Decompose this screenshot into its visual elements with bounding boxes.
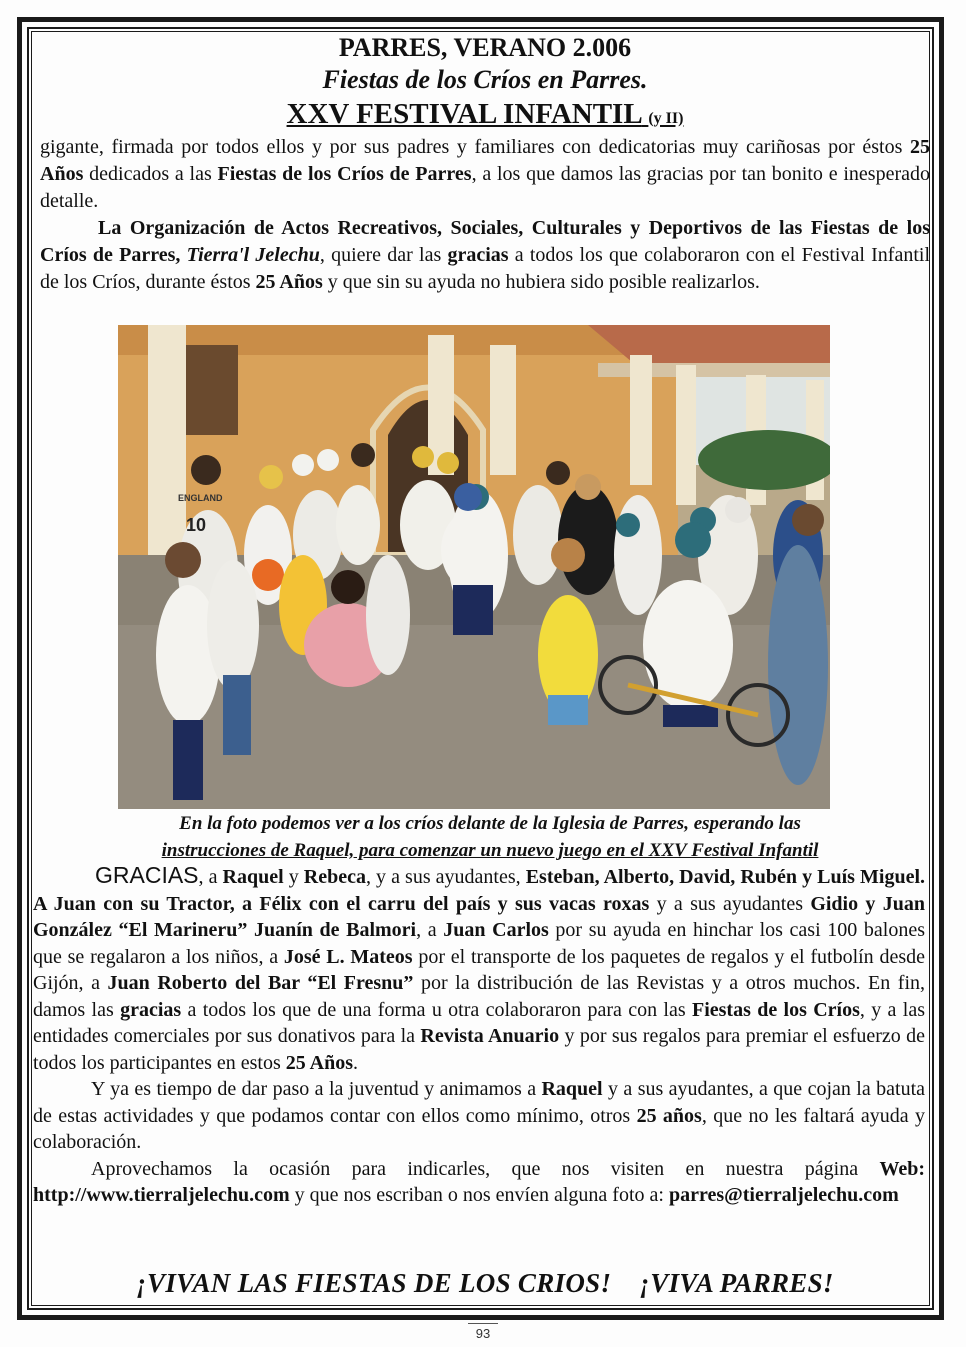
footer-slogan-2: ¡VIVA PARRES! [639, 1268, 834, 1298]
event-photo-image [118, 325, 830, 809]
intro-p2-g: y que sin su ayuda no hubiera sido posible realizarlos. [322, 271, 760, 293]
juventud-paragraph [33, 1076, 925, 1156]
caption-line-1: En la foto podemos ver a los críos delante de la Iglesia de Parres, esperando las [179, 813, 801, 834]
thanks-t6: por su ayuda en hinchar los casi 100 balones que se regalaron a los niños, a [33, 919, 925, 968]
intro-p2-e: a todos los que colaboraron con el Festival Infantil de los Críos, durante éstos [40, 244, 930, 293]
header-festival [40, 97, 930, 136]
header-title: PARRES, VERANO 2.006 [338, 33, 632, 62]
gracias-heading: GRACIAS [95, 862, 199, 888]
intro-p1-c: dedicados a las [83, 163, 218, 185]
para2-b: y a sus ayudantes, a que cojan la batuta de estas actividades y que podamos contar con ellos como mínimo, otros [33, 1078, 926, 1127]
thanks-t4: y a sus ayudantes [649, 892, 811, 915]
thanks-t12: . [352, 1051, 358, 1074]
intro-paragraph-1 [40, 134, 930, 215]
thanks-raquel: Raquel [222, 866, 284, 888]
page-number-text: 93 [468, 1323, 498, 1341]
para2-n: 25 años [636, 1104, 702, 1127]
thanks-paragraph [33, 862, 925, 1076]
header-subtitle: Fiestas de los Críos en Parres. [322, 65, 648, 94]
thanks-juan-roberto: Juan Roberto del Bar “El Fresnu” [107, 972, 414, 994]
intro-p1-e: , a los que damos las gracias por tan bonito e inesperado detalle. [40, 163, 930, 212]
thanks-helpers: Esteban, Alberto, David, Rubén y Luís Miguel. A Juan con su Tractor, a Félix con el carru del país y sus vacas roxas [33, 866, 925, 915]
thanks-fiestas: Fiestas de los Críos [691, 998, 860, 1021]
web-label: Web: [879, 1157, 925, 1180]
thanks-t10: , y a las entidades comerciales por sus donativos para la [33, 998, 925, 1047]
header-festival-part: (y II) [648, 110, 684, 127]
photo-caption [60, 810, 920, 864]
thanks-t11: y por sus regalos para premiar el esfuerzo de todos los participantes en estos [33, 1025, 925, 1074]
thanks-text [33, 862, 925, 1209]
thanks-t1: , a [198, 866, 223, 888]
thanks-rebeca: Rebeca [303, 866, 366, 888]
thanks-t3: , y a sus ayudantes, [365, 866, 526, 888]
page-number [0, 1326, 966, 1341]
intro-text [40, 134, 930, 296]
thanks-anos: 25 Años [285, 1051, 353, 1074]
para2-raquel: Raquel [541, 1078, 603, 1100]
thanks-t9: a todos los que de una forma u otra colaboraron para con las [181, 998, 692, 1021]
intro-p2-a: La Organización de Actos Recreativos, Sociales, Culturales y Deportivos de las Fiestas de los Críos de Parres, [40, 217, 930, 266]
thanks-revista: Revista Anuario [420, 1025, 560, 1047]
intro-p2-c: , quiere dar las [319, 244, 448, 266]
para3-a: Aprovechamos la ocasión para indicarles, que nos visiten en nuestra página [91, 1157, 880, 1180]
shirt-number: 10 [186, 515, 207, 535]
header-festival-text: XXV FESTIVAL INFANTIL [286, 98, 642, 130]
thanks-t7: por el transporte de los paquetes de regalos y el futbolín desde Gijón, a [33, 945, 925, 994]
email-link[interactable]: parres@tierraljelechu.com [668, 1184, 899, 1206]
thanks-t8: por la distribución de las Revistas y a otros muchos. En fin, damos las [33, 972, 925, 1021]
intro-p1-a: gigante, firmada por todos ellos y por sus padres y familiares con dedicatorias muy cariñosas por éstos [40, 136, 910, 158]
intro-paragraph-2 [40, 215, 930, 296]
para3-b: y que nos escriban o nos envíen alguna foto a: [289, 1184, 669, 1206]
intro-p1-d: Fiestas de los Críos de Parres [217, 163, 472, 185]
thanks-gracias2: gracias [120, 998, 182, 1021]
thanks-t2: y [283, 866, 304, 888]
footer-slogans [40, 1268, 930, 1299]
intro-p2-f: 25 Años [255, 271, 323, 293]
intro-p2-d: gracias [447, 244, 509, 266]
contact-paragraph [33, 1156, 925, 1209]
shirt-text: ENGLAND [178, 493, 223, 503]
caption-line-2: instrucciones de Raquel, para comenzar un nuevo juego en el XXV Festival Infantil [161, 840, 819, 861]
website-link[interactable]: http://www.tierraljelechu.com [33, 1184, 290, 1206]
para2-c: , que no les faltará ayuda y colaboración. [33, 1104, 925, 1153]
intro-p1-b: 25 Años [40, 136, 930, 185]
para2-a: Y ya es tiempo de dar paso a la juventud y animamos a [91, 1078, 542, 1100]
thanks-helpers2: Gidio y Juan González “El Marineru” Juanín de Balmori [33, 892, 925, 941]
thanks-t5: , a [416, 919, 444, 941]
thanks-juan-carlos: Juan Carlos [443, 919, 549, 941]
thanks-jose: José L. Mateos [283, 945, 413, 968]
footer-slogan-1: ¡VIVAN LAS FIESTAS DE LOS CRIOS! [136, 1268, 612, 1298]
page-header [40, 33, 930, 136]
event-photo [118, 325, 830, 809]
intro-p2-b: Tierra'l Jelechu [186, 244, 320, 266]
